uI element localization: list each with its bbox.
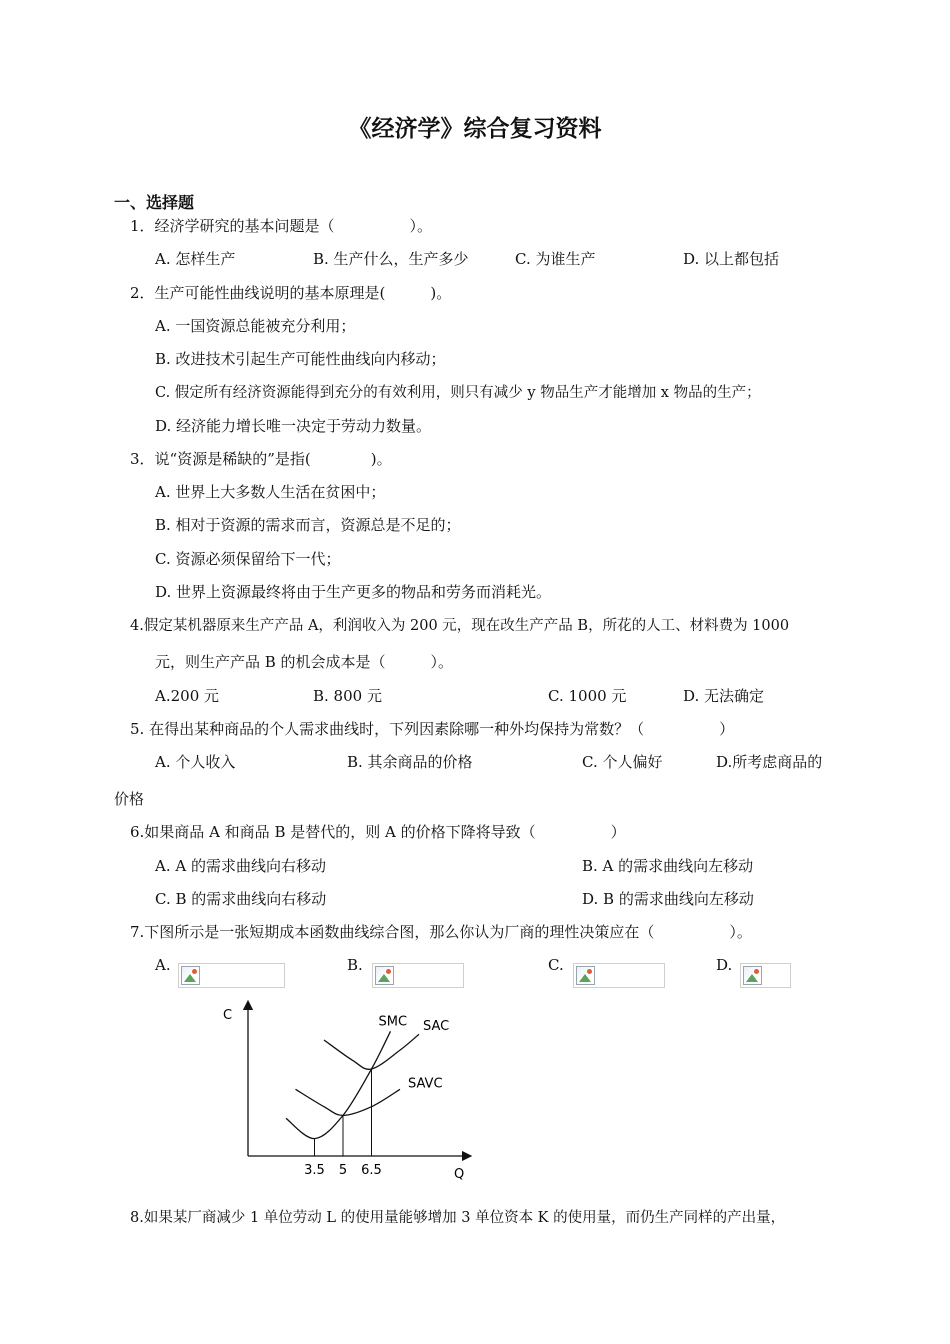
q3-option-d: D. 世界上资源最终将由于生产更多的物品和劳务而消耗光。 [155,583,552,601]
q7-option-c: C. [548,956,564,974]
document-title: 《经济学》综合复习资料 [348,115,602,142]
section-heading-choice: 一、选择题 [114,193,195,212]
x-tick-label: 3.5 [304,1163,325,1178]
curve-smc [286,1031,391,1138]
q4-option-b: B. 800 元 [313,687,382,705]
q6-option-c: C. B 的需求曲线向右移动 [155,890,327,908]
broken-image-icon [576,966,595,985]
q7-option-b-image [372,963,464,988]
curve-savc [296,1089,401,1115]
q3-option-b: B. 相对于资源的需求而言，资源总是不足的； [155,516,461,534]
q7-option-b: B. [347,956,363,974]
broken-image-icon [743,966,762,985]
q1-option-c: C. 为谁生产 [515,250,596,268]
q3-option-a: A. 世界上大多数人生活在贫困中； [155,483,386,501]
q7-option-c-image [573,963,665,988]
curve-sac [324,1034,419,1069]
q1-option-b: B. 生产什么，生产多少 [313,250,469,268]
q7-option-a: A. [155,956,171,974]
curve-label-savc: SAVC [408,1076,443,1092]
question-6: 6.如果商品 A 和商品 B 是替代的，则 A 的价格下降将导致（ ） [130,823,626,841]
curve-label-smc: SMC [378,1014,408,1030]
q2-option-d: D. 经济能力增长唯一决定于劳动力数量。 [155,417,432,435]
q2-option-c: C. 假定所有经济资源能得到充分的有效利用，则只有减少 y 物品生产才能增加 x 物品的生产； [155,385,761,401]
curve-label-sac: SAC [423,1019,450,1035]
q4-option-d: D. 无法确定 [683,687,765,705]
q7-option-a-image [178,963,285,988]
q6-option-b: B. A 的需求曲线向左移动 [582,857,754,875]
x-tick-label: 5 [338,1163,348,1178]
y-axis-label: C [223,1008,233,1023]
q6-option-d: D. B 的需求曲线向左移动 [582,890,754,908]
q1-option-d: D. 以上都包括 [683,250,780,268]
q7-option-d-image [740,963,791,988]
q4-option-a: A.200 元 [155,687,219,705]
q5-option-a: A. 个人收入 [155,753,236,771]
question-7: 7.下图所示是一张短期成本函数曲线综合图，那么你认为厂商的理性决策应在（ ）。 [130,923,752,941]
q5-option-d-wrap: 价格 [114,790,145,808]
question-4-line2: 元，则生产产品 B 的机会成本是（ ）。 [155,653,454,671]
broken-image-icon [181,966,200,985]
question-1: 1．经济学研究的基本问题是（ ）。 [130,217,433,235]
q1-option-a: A. 怎样生产 [155,250,236,268]
cost-curve-chart [215,1000,475,1190]
x-tick-label: 6.5 [361,1163,382,1178]
q3-option-c: C. 资源必须保留给下一代； [155,550,341,568]
question-3: 3．说“资源是稀缺的”是指( )。 [130,450,392,468]
q5-option-c: C. 个人偏好 [582,753,663,771]
q2-option-a: A. 一国资源总能被充分利用； [155,317,356,335]
question-8: 8.如果某厂商减少 1 单位劳动 L 的使用量能够增加 3 单位资本 K 的使用量，而仍生产同样的产出量， [130,1210,786,1226]
x-axis-label: Q [454,1167,465,1182]
q4-option-c: C. 1000 元 [548,687,627,705]
q5-option-b: B. 其余商品的价格 [347,753,473,771]
q7-option-d: D. [716,956,733,974]
question-5: 5. 在得出某种商品的个人需求曲线时，下列因素除哪一种外均保持为常数？（ ） [130,720,735,738]
broken-image-icon [375,966,394,985]
question-4-line1: 4.假定某机器原来生产产品 A，利润收入为 200 元，现在改生产产品 B，所花的人工、材料费为 1000 [130,618,790,634]
q2-option-b: B. 改进技术引起生产可能性曲线向内移动； [155,350,446,368]
q6-option-a: A. A 的需求曲线向右移动 [155,857,326,875]
question-2: 2．生产可能性曲线说明的基本原理是( )。 [130,284,452,302]
q5-option-d: D.所考虑商品的 [716,753,823,771]
